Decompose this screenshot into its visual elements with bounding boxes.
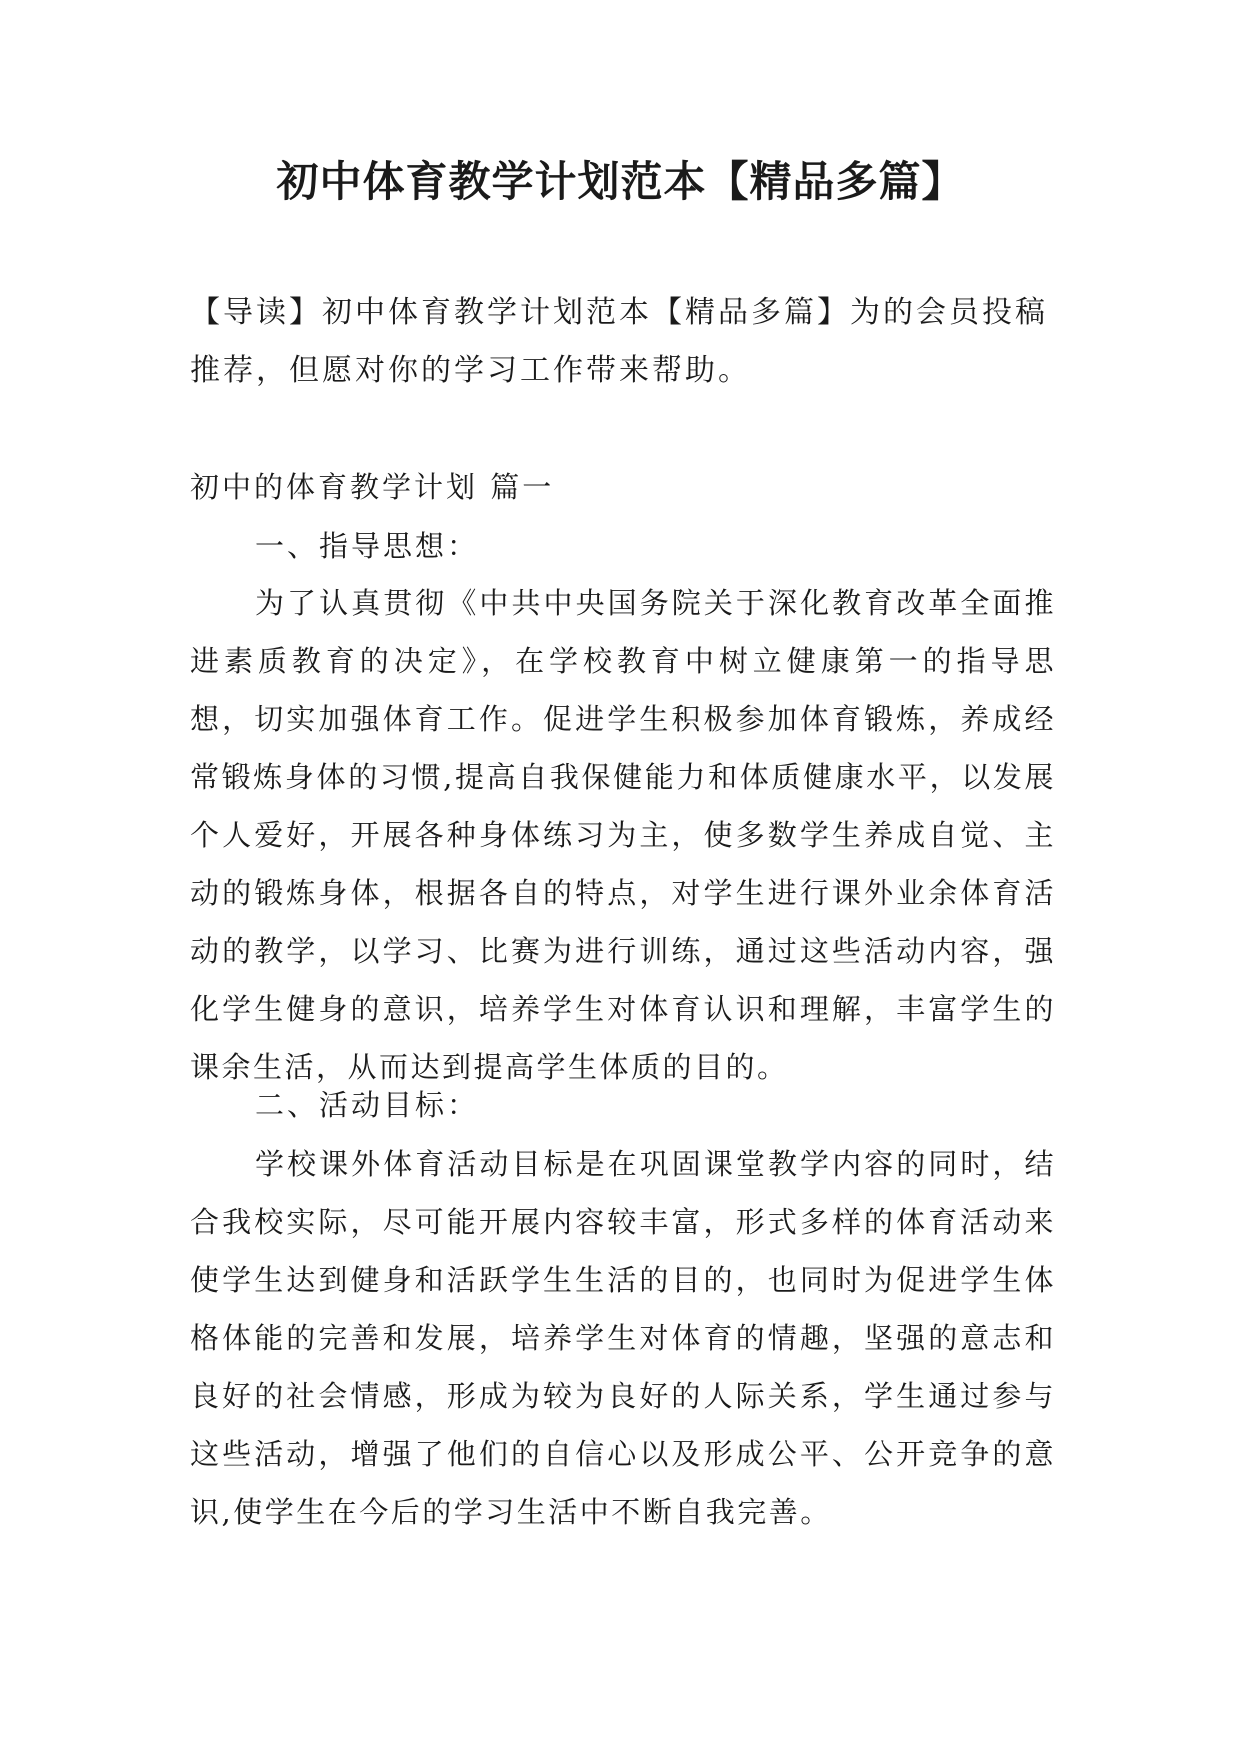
paragraph-guiding-ideology: 为了认真贯彻《中共中央国务院关于深化教育改革全面推进素质教育的决定》，在学校教育中树立健康第一的指导思想，切实加强体育工作。促进学生积极参加体育锻炼，养成经常锻炼身体的习惯,提高自我保健能力和体质健康水平，以发展个人爱好，开展各种身体练习为主，使多数学生养成自觉、主动的锻炼身体，根据各自的特点，对学生进行课外业余体育活动的教学，以学习、比赛为进行训练，通过这些活动内容，强化学生健身的意识，培养学生对体育认识和理解，丰富学生的课余生活，从而达到提高学生体质的目的。 [190, 586, 1056, 1084]
subheading-activity-goals: 二、活动目标： [255, 1088, 480, 1122]
document-title: 初中体育教学计划范本【精品多篇】 [276, 157, 965, 206]
paragraph-activity-goals: 学校课外体育活动目标是在巩固课堂教学内容的同时，结合我校实际，尽可能开展内容较丰富，形式多样的体育活动来使学生达到健身和活跃学生生活的目的，也同时为促进学生体格体能的完善和发展，培养学生对体育的情趣，坚强的意志和良好的社会情感，形成为较为良好的人际关系，学生通过参与这些活动，增强了他们的自信心以及形成公平、公开竞争的意识,使学生在今后的学习生活中不断自我完善。 [190, 1147, 1056, 1529]
subheading-guiding-ideology: 一、指导思想： [255, 529, 480, 563]
intro-paragraph: 【导读】初中体育教学计划范本【精品多篇】为的会员投稿推荐，但愿对你的学习工作带来帮助。 [190, 295, 1048, 388]
section-heading: 初中的体育教学计划 篇一 [190, 470, 555, 504]
